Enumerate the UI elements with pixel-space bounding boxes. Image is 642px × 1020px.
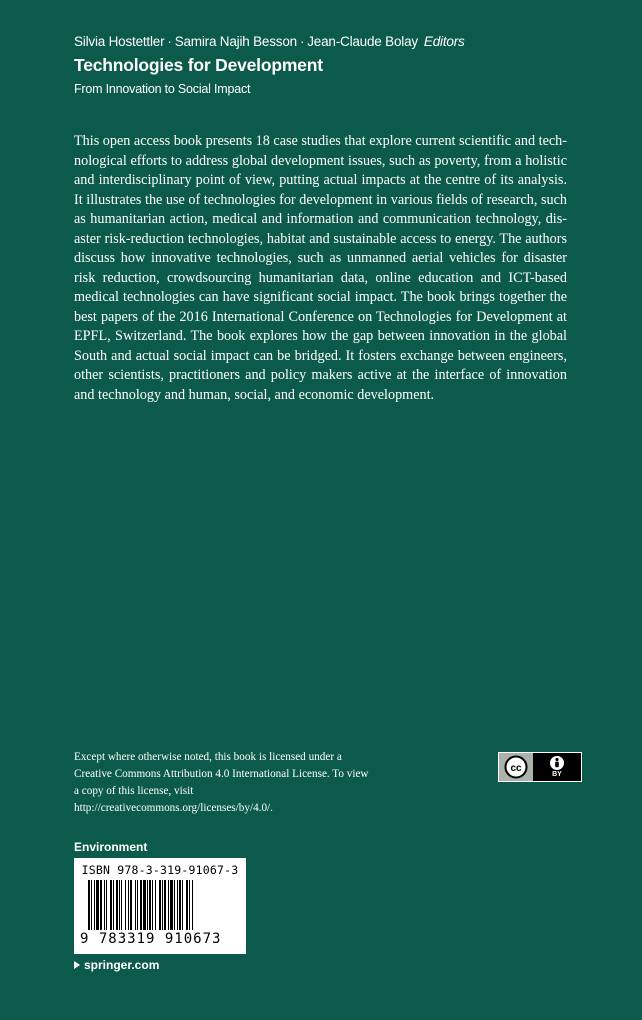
barcode-bar — [125, 880, 126, 930]
barcode-bar — [177, 880, 178, 930]
barcode-bar — [159, 880, 161, 930]
barcode-bar — [137, 880, 138, 930]
arrow-right-icon — [74, 961, 80, 969]
separator: · — [299, 34, 305, 49]
barcode-bar — [147, 880, 148, 930]
creative-commons-icon — [499, 753, 533, 781]
by-label: BY — [552, 771, 562, 778]
barcode-bar — [128, 880, 129, 930]
barcode-bar — [179, 880, 181, 930]
editor-name: Jean-Claude Bolay — [307, 34, 418, 49]
barcode-bar — [143, 880, 146, 930]
barcode-digits: 9 783319 910673 — [80, 931, 222, 947]
barcode-bar — [116, 880, 118, 930]
isbn-barcode — [74, 858, 246, 954]
barcode-bar — [110, 880, 112, 930]
barcode-bar — [130, 880, 132, 930]
publisher-url: springer.com — [84, 958, 160, 972]
barcode-bar — [189, 880, 190, 930]
barcode-bar — [174, 880, 175, 930]
book-subtitle: From Innovation to Social Impact — [74, 82, 251, 96]
editors-role: Editors — [423, 34, 465, 49]
barcode-bar — [119, 880, 120, 930]
barcode-bar — [192, 880, 193, 930]
barcode-bar — [104, 880, 105, 930]
barcode-bar — [162, 880, 163, 930]
subject-category: Environment — [74, 840, 148, 854]
cc-badge-text: cc — [510, 763, 522, 774]
separator: · — [167, 34, 172, 49]
editor-name: Silvia Hostettler — [74, 34, 165, 49]
barcode-bar — [170, 880, 173, 930]
barcode-bar — [113, 880, 114, 930]
book-title: Technologies for Development — [74, 55, 323, 75]
barcode-bar — [155, 880, 156, 930]
attribution-section — [533, 753, 581, 781]
publisher-link[interactable] — [74, 958, 159, 972]
book-description: This open access book presents 18 case studies that explore current scientific and technological efforts to address global development issues, such as poverty, from a holistic and interdisciplinary point of view, putting actual impacts at the centre of its analysis. It illustrates the use of technologies for development in various fields of research, such as humanitarian action, medical and information and communication technology, disaster risk-reduction technologies, habitat and sustainable access to energy. The authors discuss how innovative technologies, such as unmanned aerial vehicles for disaster risk reduction, crowdsourcing humanitarian data, online education and ICT-based medical technologies can have significant social impact. The book brings together the best papers of the 2016 International Conference on Technologies for Development at EPFL, Switzerland. The book explores how the gap between innovation in the global South and actual social impact can be bridged. It fosters exchange between engineers, other scientists, practitioners and policy makers active at the interface of innovation and technology and human, social, and economic development. — [74, 133, 567, 403]
barcode-bar — [149, 880, 151, 930]
barcode-bar — [164, 880, 166, 930]
person-attribution-icon — [549, 755, 565, 771]
barcode-bar — [96, 880, 99, 930]
barcode-bar — [121, 880, 122, 930]
barcode-bar — [186, 880, 188, 930]
barcode-bar — [88, 880, 90, 930]
barcode-bar — [91, 880, 92, 930]
barcode-bar — [140, 880, 142, 930]
barcode-bar — [106, 880, 107, 930]
cc-by-badge[interactable] — [498, 752, 582, 782]
barcode-bar — [100, 880, 102, 930]
editors-line — [74, 34, 465, 49]
barcode-bar — [135, 880, 136, 930]
barcode-bar — [182, 880, 183, 930]
barcode-bar — [168, 880, 169, 930]
barcode-bars — [86, 880, 236, 932]
license-notice: Except where otherwise noted, this book is licensed under a Creative Commons Attribution 4.0 International License. To view a copy of this license, visit http://creativecommons.org/licenses/by/4.0/. — [74, 751, 369, 814]
editor-name: Samira Najih Besson — [174, 34, 297, 49]
barcode-bar — [94, 880, 95, 930]
isbn-number: ISBN 978-3-319-91067-3 — [81, 863, 239, 877]
barcode-bar — [152, 880, 153, 930]
